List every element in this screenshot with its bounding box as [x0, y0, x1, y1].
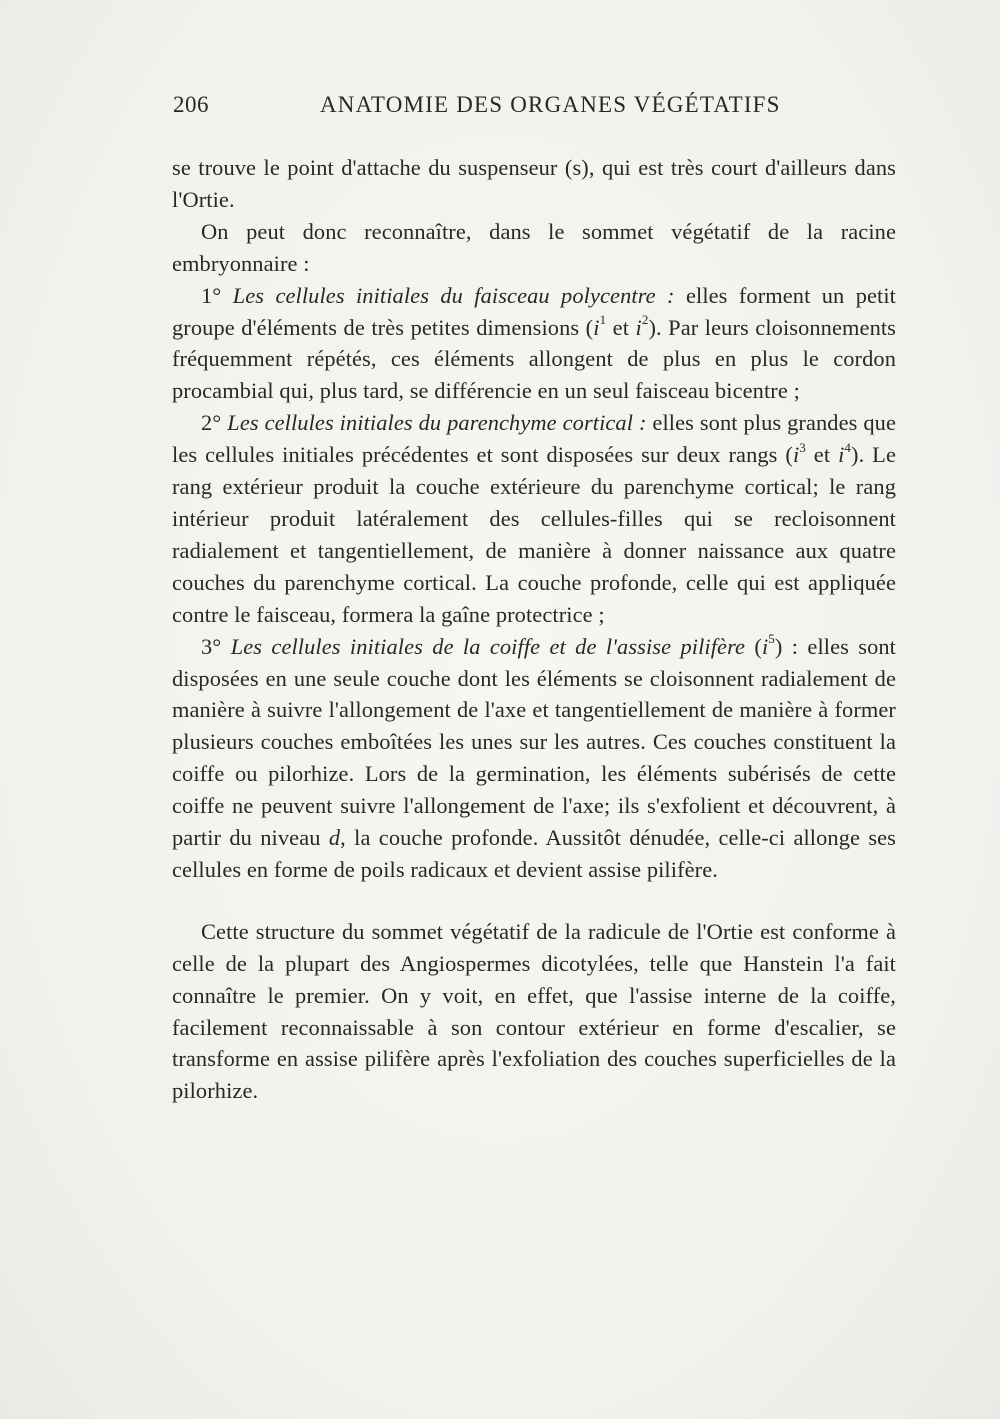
item-title-1: Les cellules initiales du faisceau polycentre : — [232, 282, 675, 308]
paragraph-1: se trouve le point d'attache du suspenseur (s), qui est très court d'ailleurs dans l'Ortie. — [172, 155, 896, 212]
paragraph-6: Cette structure du sommet végétatif de la radicule de l'Ortie est conforme à celle de la plupart des Angiospermes dicotylées, telle que Hanstein l'a fait connaître le premier. On y voit, en effet, que l'assise interne de la coiffe, facilement reconnaissable à son contour extérieur en forme d'escalier, se transforme en assise pilifère après l'exfoliation des couches superficielles de la pilorhize. — [172, 918, 896, 1104]
item-text-2a: elles sont plus grandes que les cellules initiales précédentes et sont disposées sur deux rangs ( — [172, 410, 896, 468]
superscript: 4 — [844, 439, 852, 455]
symbol-i: i — [593, 314, 600, 340]
superscript: 1 — [599, 312, 607, 328]
paragraph-5 — [172, 631, 896, 886]
item-title-2: Les cellules initiales du parenchyme cortical : — [227, 410, 647, 436]
page-number: 206 — [173, 92, 209, 117]
running-title: ANATOMIE DES ORGANES VÉGÉTATIFS — [320, 92, 781, 117]
item-text-1a: elles forment un petit groupe d'éléments de très petites dimensions ( — [172, 282, 896, 340]
body-text — [172, 152, 896, 1107]
item-number-1: 1° — [201, 282, 222, 308]
symbol-i: i — [838, 442, 845, 468]
item-number-2: 2° — [201, 410, 222, 436]
paragraph-3 — [172, 280, 896, 408]
symbol-i: i — [792, 442, 800, 468]
item-text-3a: ( — [745, 633, 762, 659]
item-number-3: 3° — [201, 633, 222, 659]
superscript: 5 — [768, 631, 775, 647]
item-text-1b: ). Par leurs cloisonnements fréquemment répétés, ces éléments allongent de plus en plus le cordon procambial qui, plus tard, se différencie en un seul faisceau bicentre ; — [172, 314, 896, 404]
superscript: 2 — [641, 312, 649, 328]
paragraph-4 — [172, 407, 896, 630]
conjunction: et — [606, 314, 636, 340]
superscript: 3 — [799, 439, 806, 455]
item-text-2b: ). Le rang extérieur produit la couche extérieure du parenchyme cortical; le rang intérieur produit latéralement des cellules-filles qui se recloisonnent radialement et tangentiellement, de manière à donner naissance aux quatre couches du parenchyme cortical. La couche profonde, celle qui est appliquée contre le faisceau, formera la gaîne protectrice ; — [172, 442, 896, 627]
symbol-i: i — [635, 314, 642, 340]
item-text-3b: ) : elles sont disposées en une seule couche dont les éléments se cloisonnent radialement de manière à suivre l'allongement de l'axe et tangentiellement de manière à former plusieurs couches emboîtées les unes sur les autres. Ces couches constituent la coiffe ou pilorhize. Lors de la germination, les éléments subérisés de cette coiffe ne peuvent suivre l'allongement de l'axe; ils s'exfolient et découvrent, à partir du niveau — [172, 633, 896, 851]
paragraph-2: On peut donc reconnaître, dans le sommet végétatif de la racine embryonnaire : — [172, 218, 896, 276]
conjunction: et — [805, 442, 839, 468]
symbol-d: d — [328, 825, 341, 851]
item-text-3c: , la couche profonde. Aussitôt dénudée, celle-ci allonge ses cellules en forme de poils radicaux et devient assise pilifère. — [172, 825, 896, 882]
page-header — [170, 92, 882, 128]
symbol-i: i — [761, 633, 769, 659]
item-title-3: Les cellules initiales de la coiffe et de l'assise pilifère — [230, 633, 746, 659]
